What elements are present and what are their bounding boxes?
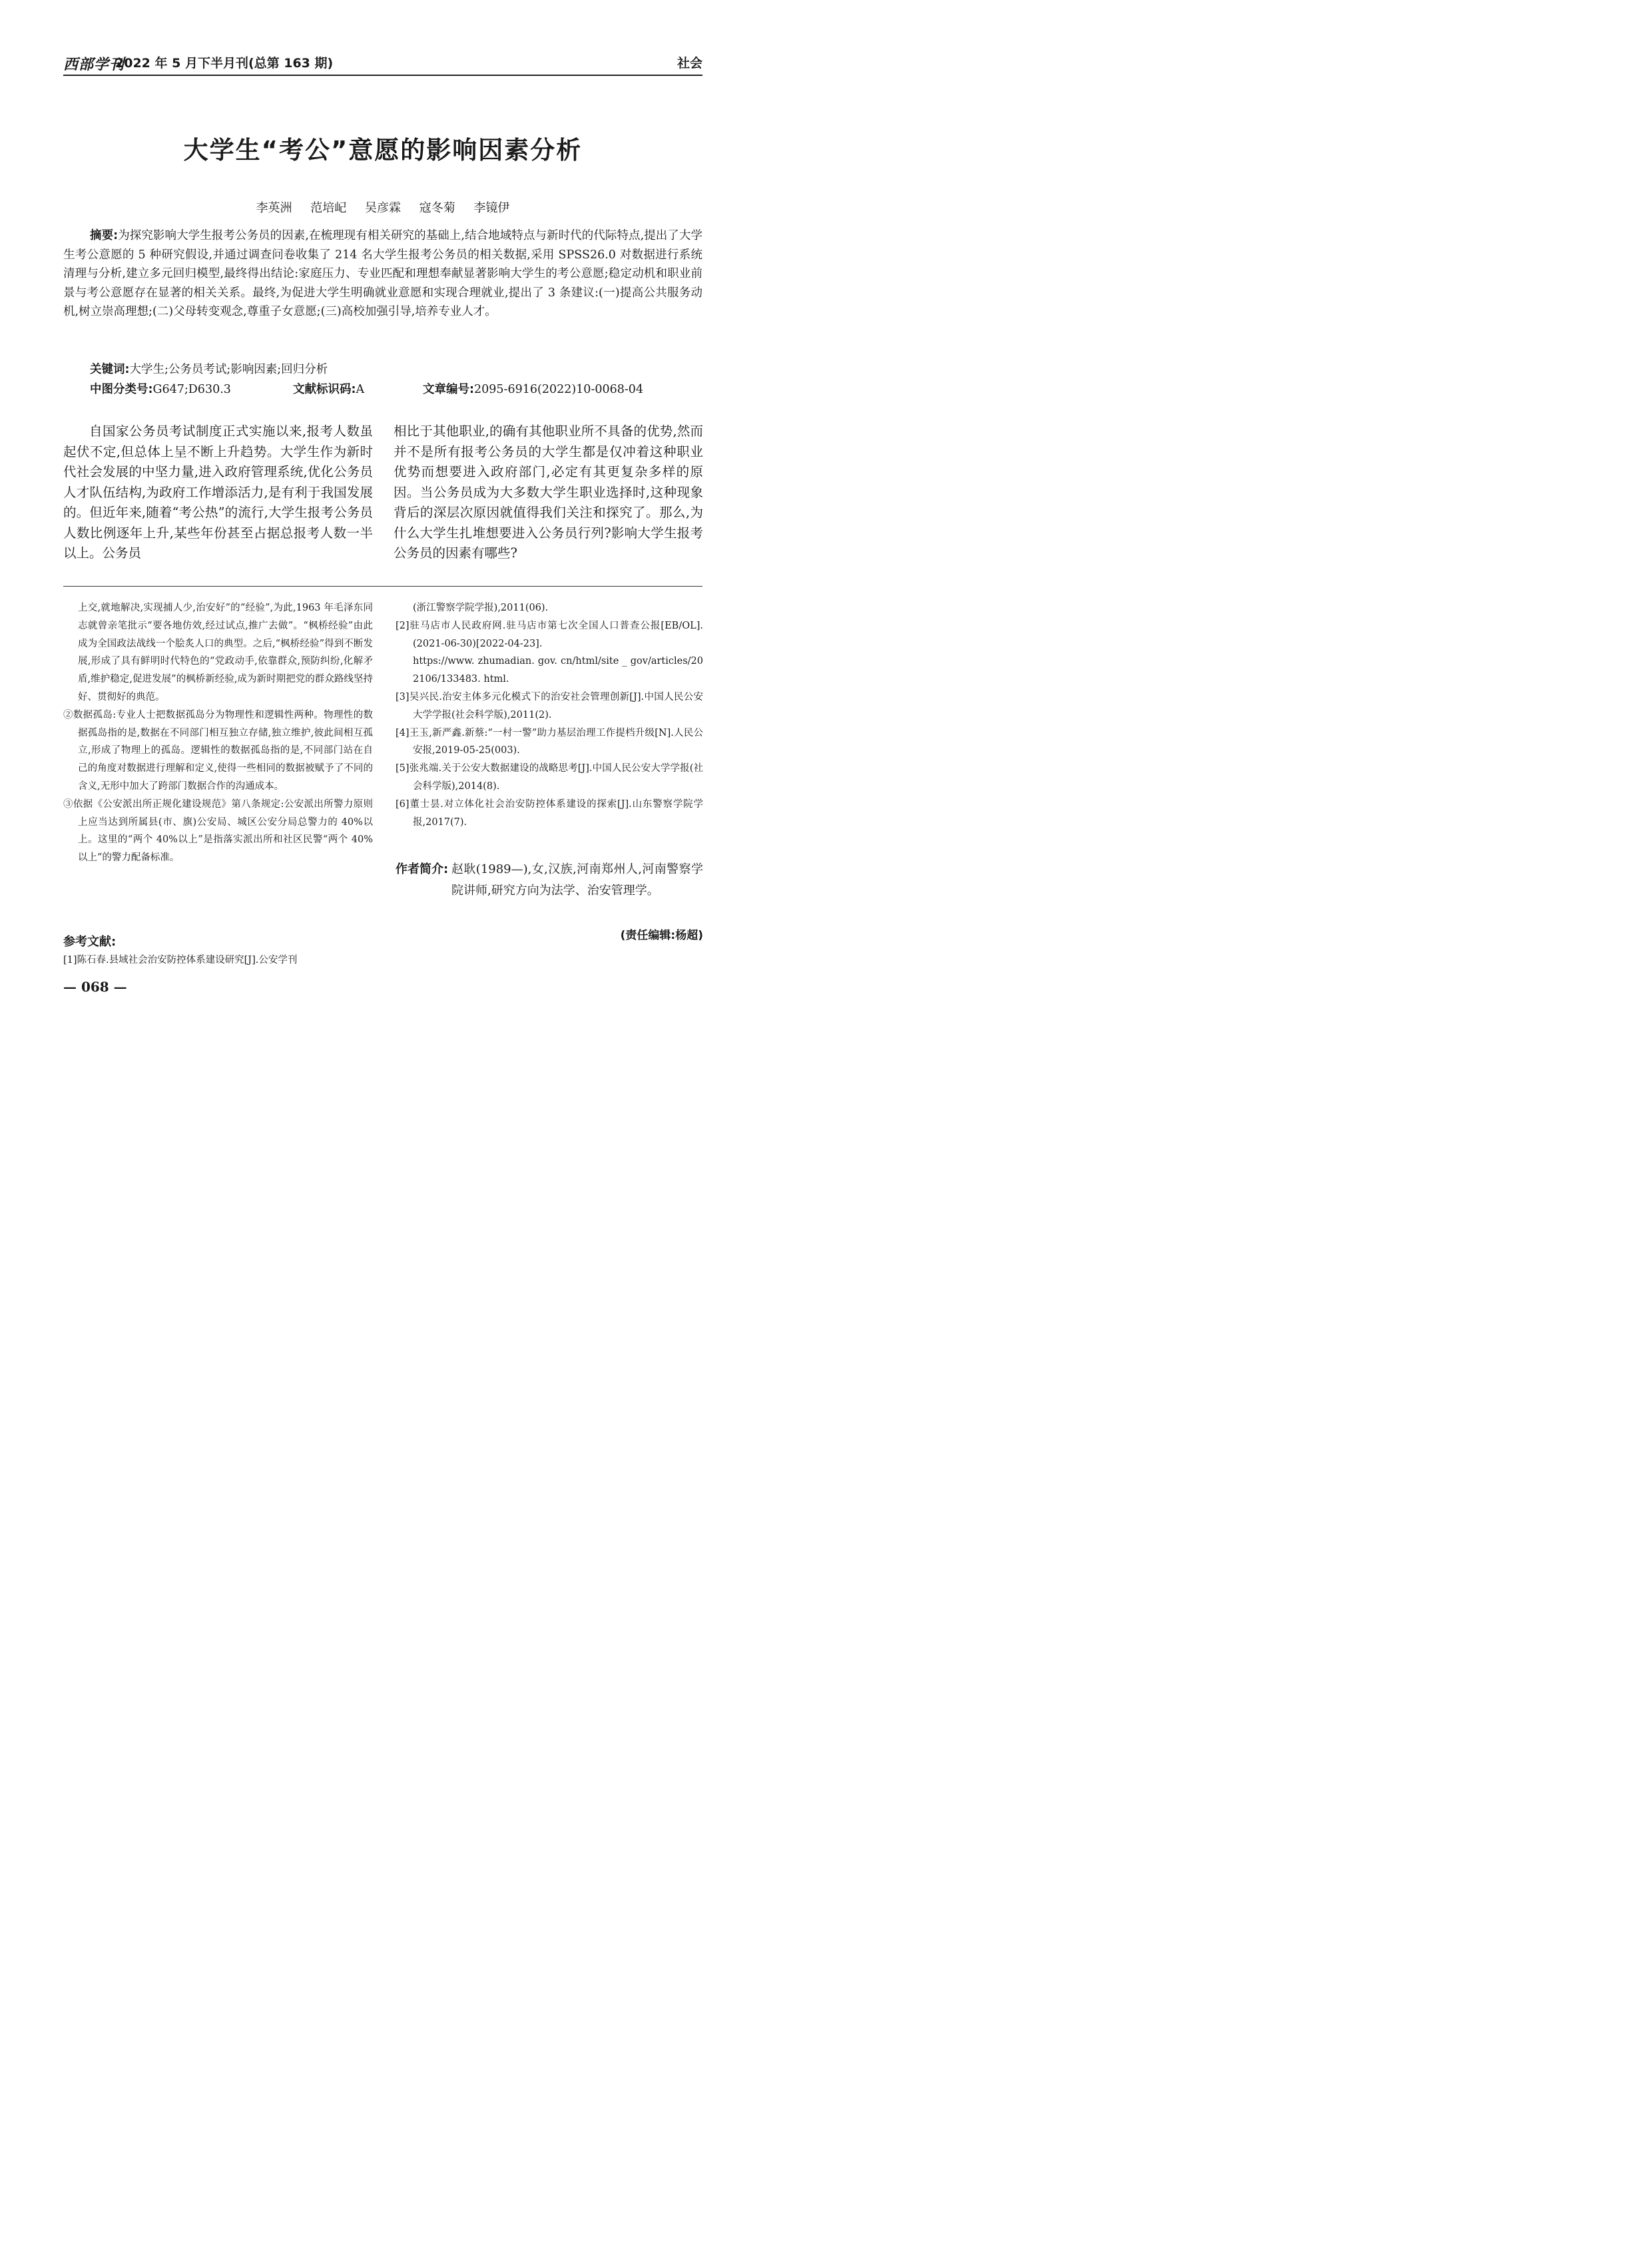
- abstract: [63, 226, 702, 322]
- reference-5: [5]张兆端.关于公安大数据建设的战略思考[J].中国人民公安大学学报(社会科学版),2014(8).: [396, 763, 703, 792]
- abstract-text: 为探究影响大学生报考公务员的因素,在梳理现有相关研究的基础上,结合地域特点与新时代的代际特点,提出了大学生考公意愿的 5 种研究假设,并通过调查问卷收集了 214 名大学生报考公务员的相关数据,采用 SPSS26.0 对数据进行系统清理与分析,建立多元回归模型,最终得出结论:家庭压力、专业匹配和理想奉献显著影响大学生的考公意愿;稳定动机和职业前景与考公意愿存在显著的相关关系。最终,为促进大学生明确就业意愿和实现合理就业,提出了 3 条建议:(一)提高公共服务动机,树立崇高理想;(二)父母转变观念,尊重子女意愿;(三)高校加强引导,培养专业人才。: [63, 229, 702, 318]
- issue-info: 2022 年 5 月下半月刊(总第 163 期): [115, 56, 334, 71]
- clc-label: 中图分类号:: [90, 383, 153, 396]
- footnotes: [63, 599, 373, 867]
- footnote-2: ②数据孤岛:专业人士把数据孤岛分为物理性和逻辑性两种。物理性的数据孤岛指的是,数据在不同部门相互独立存储,独立维护,彼此间相互孤立,形成了物理上的孤岛。逻辑性的数据孤岛指的是,不同部门站在自己的角度对数据进行理解和定义,使得一些相同的数据被赋予了不同的含义,无形中加大了跨部门数据合作的沟通成本。: [63, 709, 373, 792]
- responsible-editor: (责任编辑:杨超): [620, 929, 703, 942]
- reference-1: [1]陈石春.县域社会治安防控体系建设研究[J].公安学刊: [63, 955, 298, 966]
- body-text-left: 自国家公务员考试制度正式实施以来,报考人数虽起伏不定,但总体上呈不断上升趋势。大学生作为新时代社会发展的中坚力量,进入政府管理系统,优化公务员人才队伍结构,为政府工作增添活力,是有利于我国发展的。但近年来,随着“考公热”的流行,大学生报考公务员人数比例逐年上升,某些年份甚至占据总报考人数一半以上。公务员: [63, 423, 373, 561]
- running-header: [63, 52, 702, 76]
- clc-value: G647;D630.3: [152, 383, 231, 396]
- reference-4: [4]王玉,新严鑫.新蔡:“一村一警”助力基层治理工作提档升级[N].人民公安报,2019-05-25(003).: [396, 727, 703, 756]
- author-bio-label: 作者简介:: [396, 862, 449, 876]
- keywords-label: 关键词:: [90, 363, 130, 376]
- author-bio-text: 赵耿(1989—),女,汉族,河南郑州人,河南警察学院讲师,研究方向为法学、治安管理学。: [451, 862, 703, 898]
- doc-code-label: 文献标识码:: [293, 383, 356, 396]
- keywords-text: 大学生;公务员考试;影响因素;回归分析: [129, 363, 328, 376]
- journal-logo: 西部学刊: [63, 56, 125, 73]
- author-list: 李英洲 范培屺 吴彦霖 寇冬菊 李镜伊: [256, 201, 510, 215]
- article-title: 大学生“考公”意愿的影响因素分析: [183, 136, 583, 164]
- footnote-3: ③依据《公安派出所正规化建设规范》第八条规定:公安派出所警力原则上应当达到所属县(市、旗)公安局、城区公安分局总警力的 40%以上。这里的“两个 40%以上”是指落实派出所和社区民警“两个 40%以上”的警力配备标准。: [63, 798, 373, 864]
- article-number-value: 2095-6916(2022)10-0068-04: [474, 383, 644, 396]
- reference-2-url: https://www. zhumadian. gov. cn/html/site _ gov/articles/202106/133483. html.: [413, 656, 703, 685]
- reference-3: [3]吴兴民.治安主体多元化模式下的治安社会管理创新[J].中国人民公安大学学报(社会科学版),2011(2).: [396, 691, 703, 720]
- references-heading: 参考文献:: [63, 935, 117, 949]
- references-list: [396, 599, 703, 831]
- abstract-label: 摘要:: [90, 229, 119, 242]
- keywords-line: [90, 360, 328, 377]
- reference-1-continued: (浙江警察学院学报),2011(06).: [413, 603, 549, 613]
- doc-code-value: A: [356, 383, 365, 396]
- article-number-label: 文章编号:: [423, 383, 474, 396]
- footnote-divider: [63, 586, 702, 587]
- section-name: 社会: [677, 56, 702, 71]
- reference-6: [6]董士昙.对立体化社会治安防控体系建设的探索[J].山东警察学院学报,2017(7).: [396, 798, 703, 828]
- footnote-continued: 上交,就地解决,实现捕人少,治安好”的“经验”,为此,1963 年毛泽东同志就曾亲笔批示“要各地仿效,经过试点,推广去做”。“枫桥经验”由此成为全国政法战线一个脍炙人口的典型。之后,“枫桥经验”得到不断发展,形成了具有鲜明时代特色的“党政动手,依靠群众,预防纠纷,化解矛盾,维护稳定,促进发展”的枫桥新经验,成为新时期把党的群众路线坚持好、贯彻好的典范。: [78, 603, 373, 702]
- body-text-right: 相比于其他职业,的确有其他职业所不具备的优势,然而并不是所有报考公务员的大学生都是仅冲着这种职业优势而想要进入政府部门,必定有其更复杂多样的原因。当公务员成为大多数大学生职业选择时,这种现象背后的深层次原因就值得我们关注和探究了。那么,为什么大学生扎堆想要进入公务员行列?影响大学生报考公务员的因素有哪些?: [394, 423, 703, 561]
- reference-2: [2]驻马店市人民政府网.驻马店市第七次全国人口普查公报[EB/OL].(2021-06-30)[2022-04-23].: [396, 620, 703, 649]
- page-number: — 068 —: [63, 979, 127, 995]
